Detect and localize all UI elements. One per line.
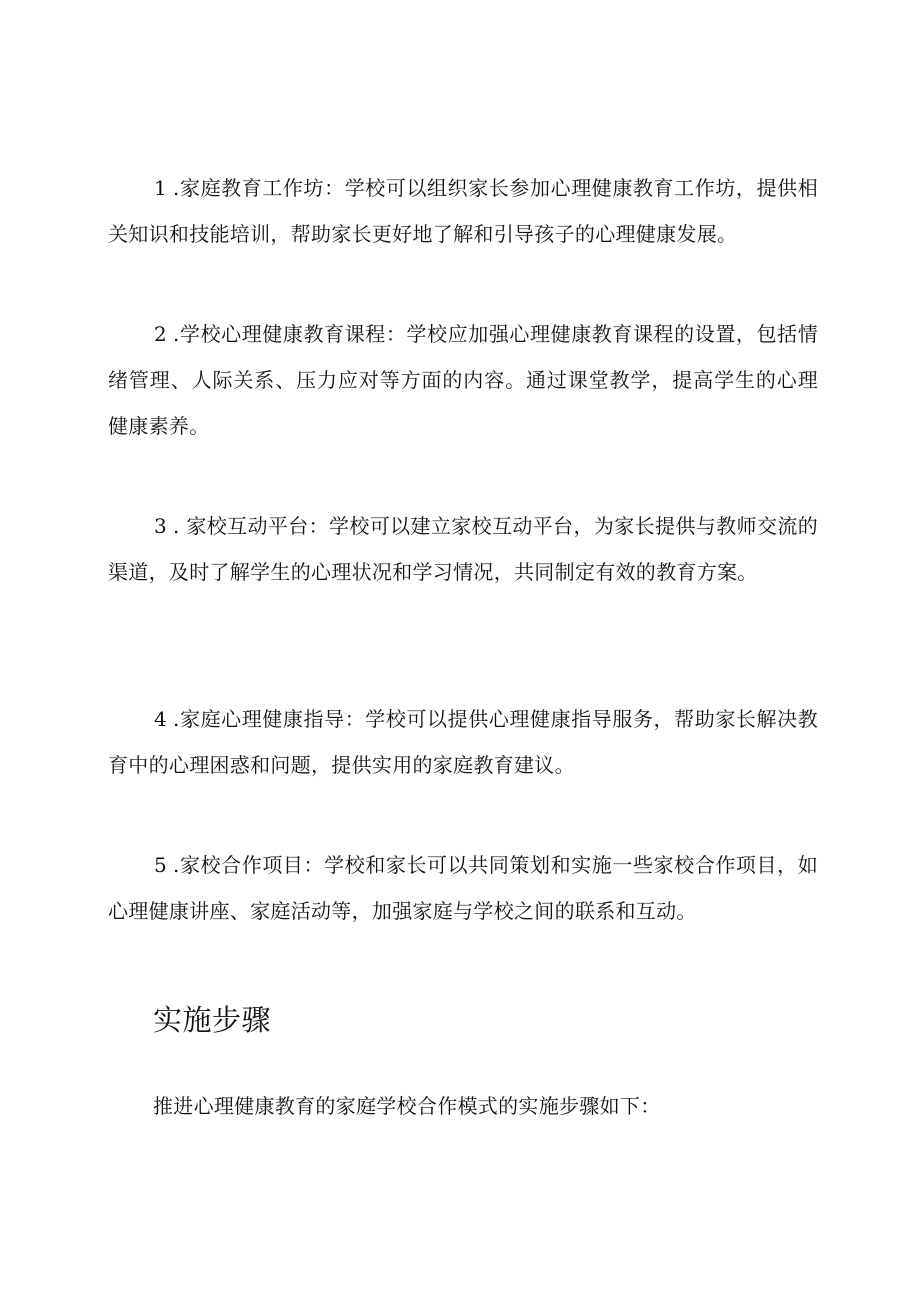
section-heading: 实施步骤 [153,1003,272,1037]
item-text: .学校心理健康教育课程：学校应加强心理健康教育课程的设置，包括情绪管理、人际关系、压力应对等方面的内容。通过课堂教学，提高学生的心理健康素养。 [108,322,818,438]
item-number: 1 [154,176,168,200]
list-item [108,842,818,934]
item-number: 5 [154,853,168,877]
list-item [108,503,818,595]
list-item [108,696,818,788]
item-number: 2 [154,322,168,346]
list-item [108,165,818,257]
item-text: .家庭心理健康指导：学校可以提供心理健康指导服务，帮助家长解决教育中的心理困惑和问题，提供实用的家庭教育建议。 [108,707,818,777]
item-text: .家庭教育工作坊：学校可以组织家长参加心理健康教育工作坊，提供相关知识和技能培训，帮助家长更好地了解和引导孩子的心理健康发展。 [108,176,818,246]
item-number: 3 [154,514,168,538]
item-number: 4 [154,707,168,731]
item-text: .家校合作项目：学校和家长可以共同策划和实施一些家校合作项目，如心理健康讲座、家庭活动等，加强家庭与学校之间的联系和互动。 [108,853,818,923]
list-item [108,311,818,449]
intro-paragraph: 推进心理健康教育的家庭学校合作模式的实施步骤如下： [153,1094,661,1118]
item-text: . 家校互动平台：学校可以建立家校互动平台，为家长提供与教师交流的渠道，及时了解学生的心理状况和学习情况，共同制定有效的教育方案。 [108,514,818,584]
